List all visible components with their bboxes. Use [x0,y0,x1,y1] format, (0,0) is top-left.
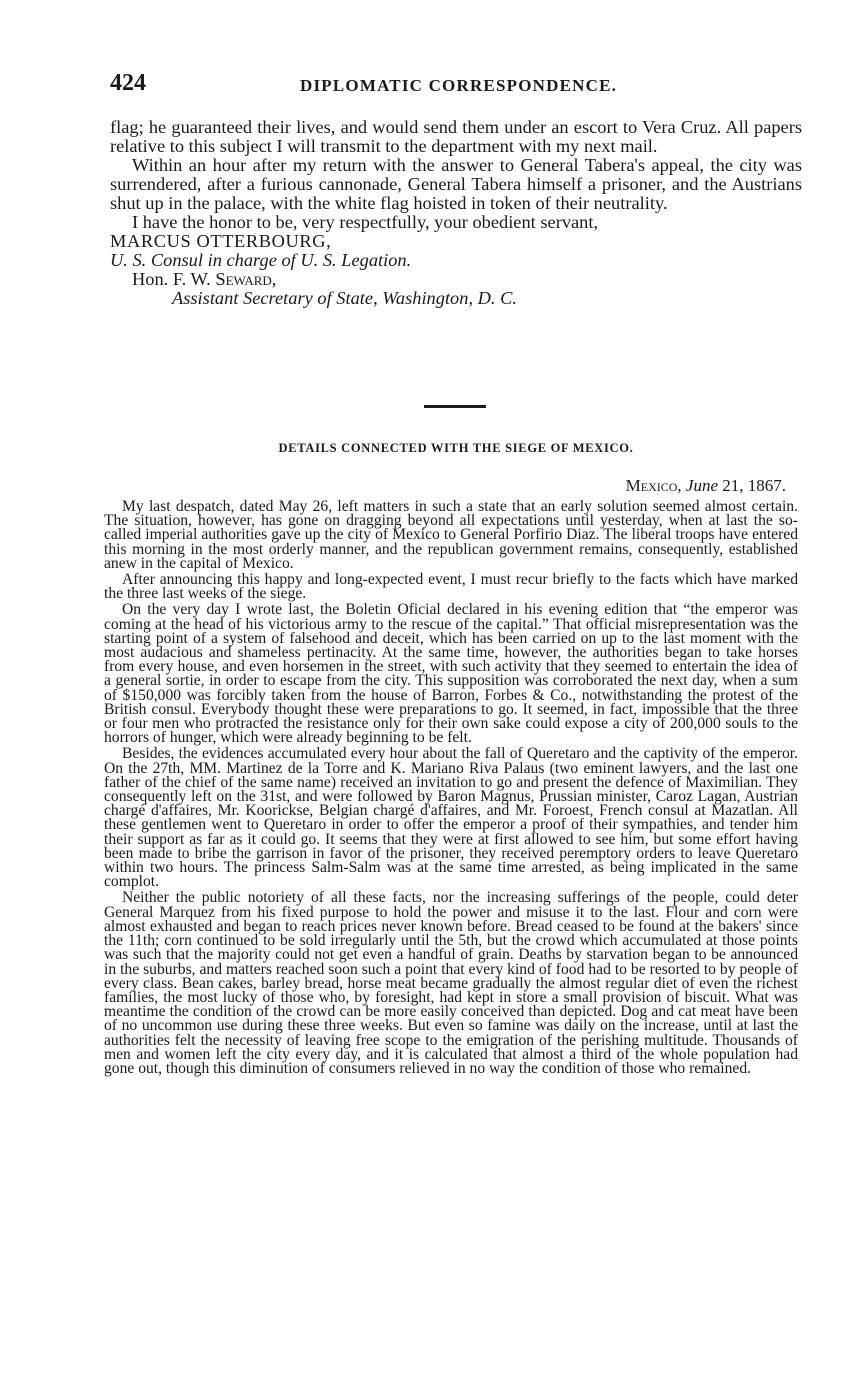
report-body [104,500,798,1076]
running-title: DIPLOMATIC CORRESPONDENCE. [300,76,618,95]
signature-title: U. S. Consul in charge of U. S. Legation. [110,250,412,270]
addressee-title: Assistant Secretary of State, Washington, D. C. [172,288,517,308]
letter-closing: I have the honor to be, very respectfully, your obedient servant, [132,212,599,232]
section-divider [424,405,486,408]
dateline-place: Mexico, [625,476,682,495]
addressee-suffix: , [271,269,277,289]
report-paragraph: Besides, the evidences accumulated every hour about the fall of Queretaro and the captivity of the emperor. On the 27th, MM. Martinez de la Torre and K. Mariano Riva Palaus (two eminent lawyers, and the last one father of the chief of the same name) received an invitation to go and present the defence of Maximilian. They consequently left on the 31st, and were followed by Baron Magnus, Prussian minister, Caroz Lagan, Austrian chargé d'affaires, Mr. Koorickse, Belgian chargé d'affaires, and Mr. Foroest, French consul at Mazatlan. All these gentlemen went to Queretaro in order to offer the emperor a proof of their sympathies, and tender him their support as far as it could go. It seems that they were at first allowed to see him, but some effort having been made to bribe the garrison in favor of the prisoner, they received peremptory orders to leave Queretaro within two hours. The princess Salm-Salm was at the same time arrested, as being implicated in the same complot. [104,745,798,891]
addressee-prefix: Hon. F. W. S [132,269,226,289]
dateline-month: June [685,476,718,495]
dateline [104,476,798,496]
page-number: 424 [110,70,146,96]
section-heading: DETAILS CONNECTED WITH THE SIEGE OF MEXICO. [278,441,634,455]
letter-paragraph: flag; he guaranteed their lives, and would send them under an escort to Vera Cruz. All papers relative to this subject I will transmit to the department with my next mail. [110,117,802,156]
addressee-smallcaps: eward [225,269,272,289]
signature-name: MARCUS OTTERBOURG, [110,231,332,251]
letter-paragraph: Within an hour after my return with the answer to General Tabera's appeal, the city was surrendered, after a furious cannonade, General Tabera himself a prisoner, and the Austrians shut up in the palace, with the white flag hoisted in token of their neutrality. [110,155,802,213]
addressee [110,270,802,289]
letter-conclusion [110,118,802,308]
report-paragraph: After announcing this happy and long-expected event, I must recur briefly to the facts which have marked the three last weeks of the siege. [104,571,798,603]
report-paragraph: My last despatch, dated May 26, left matters in such a state that an early solution seemed almost certain. The situation, however, has gone on dragging beyond all expectations until yesterday, when at last the so-called imperial authorities gave up the city of Mexico to General Porfirio Diaz. The liberal troops have entered this morning in the most orderly manner, and the republican government remains, consequently, established anew in the capital of Mexico. [104,498,798,572]
dateline-rest: 21, 1867. [722,476,786,495]
running-head [110,70,810,100]
report-paragraph: Neither the public notoriety of all these facts, nor the increasing sufferings of the people, could deter General Marquez from his fixed purpose to hold the power and misuse it to the last. Flour and corn were almost exhausted and began to reach prices never known before. Bread ceased to be found at the bakers' since the 11th; corn continued to be sold irregularly until the 5th, but the crowd which accumulated at those points was such that the majority could not get even a handful of grain. Deaths by starvation began to be announced in the suburbs, and matters reached soon such a point that every kind of food had to be resorted to by people of every class. Bean cakes, barley bread, horse meat became gradually the almost regular diet of even the richest families, the most lucky of those who, by foresight, had kept in store a small provision of biscuit. What was meantime the condition of the crowd can be more easily conceived than depicted. Dog and cat meat have been of no uncommon use during these three weeks. But even so famine was daily on the increase, until at last the authorities felt the necessity of leaving free scope to the emigration of the perishing multitude. Thousands of men and women left the city every day, and it is calculated that almost a third of the whole population had gone out, though this diminution of consumers relieved in no way the condition of those who remained. [104,889,798,1077]
report-section [104,476,798,1078]
report-paragraph: On the very day I wrote last, the Boletin Oficial declared in his evening edition that “the emperor was coming at the head of his victorious army to the rescue of the capital.” That official misrepresentation was the starting point of a system of falsehood and deceit, which has been carried on up to the last moment with the most audacious and shameless pertinacity. At the same time, however, the authorities began to take horses from every house, and even horsemen in the street, with such activity that they seemed to entertain the idea of a general sortie, in order to escape from the city. This supposition was corroborated the next day, when a sum of $150,000 was forcibly taken from the house of Barron, Forbes & Co., notwithstanding the protest of the British consul. Everybody thought these were preparations to go. It seemed, in fact, impossible that the three or four men who protracted the resistance only for their own sake could expose a city of 200,000 souls to the horrors of hunger, which were already beginning to be felt. [104,601,798,747]
